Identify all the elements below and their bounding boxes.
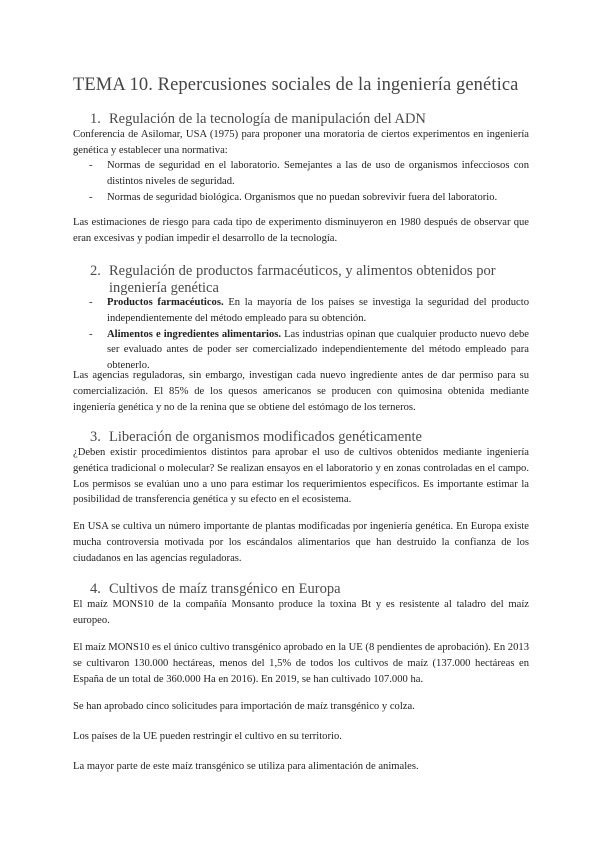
section-1-paragraph: Las estimaciones de riesgo para cada tipo de experimento disminuyeron en 1980 después de observar que eran excesivas y podían impedir el desarrollo de la tecnología. [73,217,529,244]
section-4-paragraph-4: Los países de la UE pueden restringir el cultivo en su territorio. [73,731,342,742]
list-item-text: Normas de seguridad en el laboratorio. Semejantes a las de uso de organismos infecciosos con distintos niveles de seguridad. [107,160,529,187]
section-4-paragraph-5: La mayor parte de este maíz transgénico se utiliza para alimentación de animales. [73,761,419,772]
list-item-bold: Productos farmacéuticos. [107,297,224,308]
list-item [73,158,529,190]
section-4-heading [90,581,341,598]
list-item-text: Normas de seguridad biológica. Organismos que no puedan sobrevivir fuera del laboratorio. [107,191,498,203]
section-2-heading [90,263,530,297]
section-3-heading [90,429,422,446]
section-title: Liberación de organismos modificados genéticamente [109,429,422,445]
list-item-bold: Alimentos e ingredientes alimentarios. [107,328,282,340]
list-item [73,295,529,327]
dash-bullet: - [89,297,93,308]
section-2-list [73,295,529,374]
section-title-line2: ingeniería genética [109,280,219,296]
section-number: 1. [90,111,101,127]
section-2-paragraph: Las agencias reguladoras, sin embargo, investigan cada nuevo ingrediente antes de dar permiso para su comercialización. El 85% de los quesos americanos se producen con quimosina obtenida mediante ingeniería genética y no de la renina que se obtiene del estómago de los terneros. [73,370,529,413]
list-item-text: En la mayoría de los países se investiga la seguridad del producto independientemente del método empleado para su obtención. [107,297,529,324]
section-1-intro: Conferencia de Asilomar, USA (1975) para proponer una moratoria de ciertos experimentos en ingeniería genética y establecer una normativa: [73,129,529,156]
section-4-paragraph-3: Se han aprobado cinco solicitudes para importación de maíz transgénico y colza. [73,701,415,712]
section-1-heading [90,111,426,128]
section-title-line1: Regulación de productos farmacéuticos, y alimentos obtenidos por [109,263,496,279]
section-4-paragraph-1: El maíz MONS10 de la compañía Monsanto produce la toxina Bt y es resistente al taladro del maíz europeo. [73,599,529,626]
section-3-paragraph-1: ¿Deben existir procedimientos distintos para aprobar el uso de cultivos obtenidos mediante ingeniería genética tradicional o molecular? Se realizan ensayos en el laboratorio y en zonas controladas en el campo. Los permisos se evalúan uno a uno para estimar los requerimientos específicos. Es importante estimar la posibilidad de transferencia genética y su efecto en el ecosistema. [73,447,529,506]
section-number: 2. [90,263,101,279]
section-title: Regulación de la tecnología de manipulación del ADN [109,111,426,127]
section-number: 3. [90,429,101,445]
list-item [73,190,529,206]
list-item-text: Las industrias opinan que cualquier producto nuevo debe ser evaluado antes de poder ser comercializado independientemente del método empleado para obtenerlo. [107,328,529,372]
section-4-paragraph-2: El maíz MONS10 es el único cultivo transgénico aprobado en la UE (8 pendientes de aprobación). En 2013 se cultivaron 130.000 hectáreas, menos del 1,5% de todos los cultivos de maíz (137.000 hectáreas en España de un total de 360.000 Ha en 2016). En 2019, se han cultivado 107.000 ha. [73,642,529,685]
section-number: 4. [90,581,101,597]
dash-bullet: - [89,328,93,340]
dash-bullet: - [89,191,93,203]
section-3-paragraph-2: En USA se cultiva un número importante de plantas modificadas por ingeniería genética. En Europa existe mucha controversia motivada por los escándalos alimentarios que han destruido la confianza de los ciudadanos en las agencias reguladoras. [73,521,529,564]
dash-bullet: - [89,160,93,171]
page-title: TEMA 10. Repercusiones sociales de la ingeniería genética [73,75,519,95]
section-1-list [73,158,529,205]
section-title: Cultivos de maíz transgénico en Europa [109,581,341,597]
list-item [73,327,529,374]
